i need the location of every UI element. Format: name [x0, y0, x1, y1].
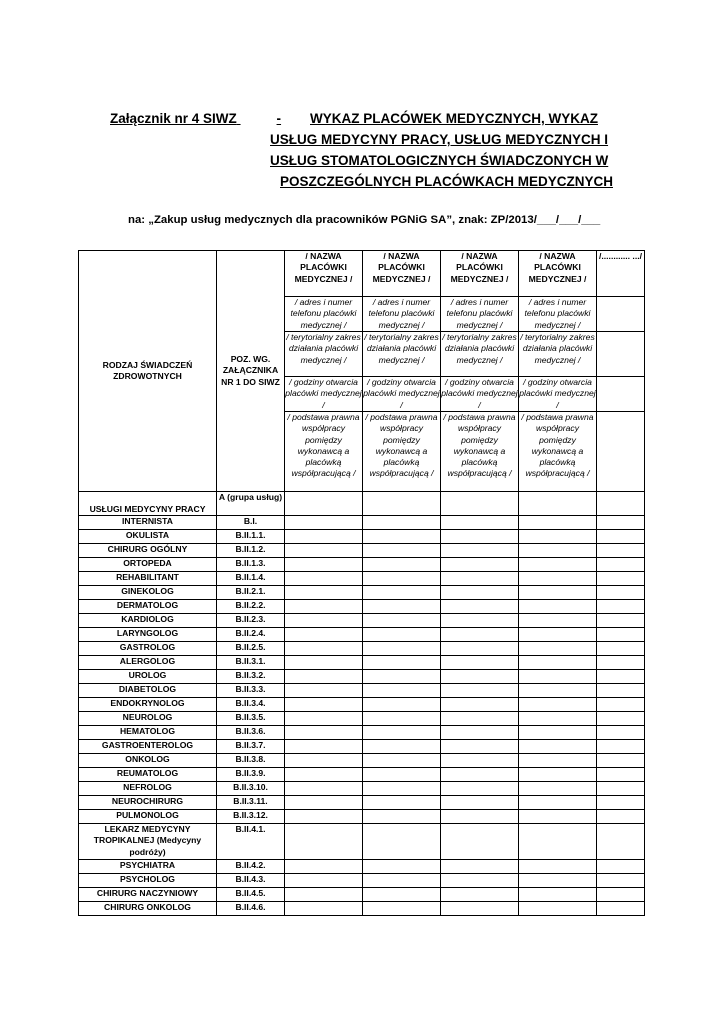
table-row — [79, 698, 645, 712]
empty-cell — [519, 754, 597, 768]
empty-cell — [441, 810, 519, 824]
empty-cell — [285, 712, 363, 726]
table-row — [79, 740, 645, 754]
empty-cell — [519, 558, 597, 572]
table-row — [79, 860, 645, 874]
empty-cell — [597, 642, 645, 656]
service-name: PSYCHIATRA — [79, 860, 217, 874]
empty-cell — [363, 516, 441, 530]
service-name: CHIRURG NACZYNIOWY — [79, 888, 217, 902]
empty-cell — [363, 902, 441, 916]
service-name: GASTROENTEROLOG — [79, 740, 217, 754]
service-name: INTERNISTA — [79, 516, 217, 530]
empty-cell — [441, 544, 519, 558]
table-row — [79, 712, 645, 726]
empty-cell — [285, 684, 363, 698]
empty-cell — [363, 698, 441, 712]
empty-cell — [597, 712, 645, 726]
empty-cell — [519, 824, 597, 860]
col-header-position: POZ. WG. ZAŁĄCZNIKA NR 1 DO SIWZ — [217, 251, 285, 492]
empty-cell — [597, 782, 645, 796]
empty-cell — [597, 377, 645, 412]
facilities-table — [78, 250, 645, 916]
empty-cell — [597, 332, 645, 377]
empty-cell — [597, 492, 645, 516]
service-code: B.II.4.5. — [217, 888, 285, 902]
empty-cell — [363, 740, 441, 754]
service-name: DIABETOLOG — [79, 684, 217, 698]
empty-cell — [441, 888, 519, 902]
empty-cell — [441, 530, 519, 544]
table-row — [79, 824, 645, 860]
empty-cell — [363, 492, 441, 516]
empty-cell — [441, 712, 519, 726]
table-row — [79, 796, 645, 810]
empty-cell — [363, 558, 441, 572]
document-title — [110, 108, 640, 192]
empty-cell — [597, 628, 645, 642]
service-code: B.II.1.3. — [217, 558, 285, 572]
table-row — [79, 902, 645, 916]
legal-basis-cell: / podstawa prawna współpracy pomiędzy wykonawcą a placówką współpracującą / — [363, 412, 441, 492]
service-name: NEFROLOG — [79, 782, 217, 796]
service-code: B.II.3.4. — [217, 698, 285, 712]
empty-cell — [363, 796, 441, 810]
attachment-label: Załącznik nr 4 SIWZ - — [110, 111, 282, 126]
empty-cell — [441, 874, 519, 888]
empty-cell — [519, 586, 597, 600]
service-code: B.II.1.2. — [217, 544, 285, 558]
empty-cell — [285, 572, 363, 586]
empty-cell — [285, 768, 363, 782]
empty-cell — [597, 516, 645, 530]
empty-cell — [285, 544, 363, 558]
table-row — [79, 544, 645, 558]
empty-cell — [363, 544, 441, 558]
empty-cell — [285, 516, 363, 530]
title-line-1: WYKAZ PLACÓWEK MEDYCZNYCH, WYKAZ — [310, 111, 598, 126]
empty-cell — [597, 656, 645, 670]
empty-cell — [519, 810, 597, 824]
empty-cell — [519, 726, 597, 740]
title-line-4: POSZCZEGÓLNYCH PLACÓWKACH MEDYCZNYCH — [280, 174, 613, 189]
empty-cell — [519, 740, 597, 754]
empty-cell — [441, 656, 519, 670]
empty-cell — [597, 412, 645, 492]
table-row — [79, 628, 645, 642]
service-code: B.II.4.1. — [217, 824, 285, 860]
section-title: USŁUGI MEDYCYNY PRACY — [79, 492, 217, 516]
empty-cell — [597, 698, 645, 712]
empty-cell — [519, 888, 597, 902]
empty-cell — [285, 656, 363, 670]
service-name: ONKOLOG — [79, 754, 217, 768]
service-code: B.II.3.1. — [217, 656, 285, 670]
service-name: LARYNGOLOG — [79, 628, 217, 642]
service-name: PULMONOLOG — [79, 810, 217, 824]
service-code: B.II.3.7. — [217, 740, 285, 754]
service-name: ALERGOLOG — [79, 656, 217, 670]
empty-cell — [519, 796, 597, 810]
empty-cell — [519, 628, 597, 642]
empty-cell — [597, 297, 645, 332]
empty-cell — [285, 860, 363, 874]
empty-cell — [285, 558, 363, 572]
empty-cell — [441, 698, 519, 712]
legal-basis-cell: / podstawa prawna współpracy pomiędzy wykonawcą a placówką współpracującą / — [519, 412, 597, 492]
empty-cell — [285, 642, 363, 656]
service-name: KARDIOLOG — [79, 614, 217, 628]
empty-cell — [519, 768, 597, 782]
empty-cell — [597, 810, 645, 824]
empty-cell — [597, 860, 645, 874]
empty-cell — [519, 712, 597, 726]
table-row — [79, 614, 645, 628]
empty-cell — [363, 614, 441, 628]
table-row — [79, 572, 645, 586]
facility-name-header: / NAZWA PLACÓWKI MEDYCZNEJ / — [363, 251, 441, 297]
empty-cell — [363, 586, 441, 600]
service-code: B.II.1.1. — [217, 530, 285, 544]
hours-cell: / godziny otwarcia placówki medycznej / — [519, 377, 596, 410]
empty-cell — [519, 492, 597, 516]
empty-cell — [519, 902, 597, 916]
empty-cell — [519, 544, 597, 558]
service-name: CHIRURG OGÓLNY — [79, 544, 217, 558]
hours-cell: / godziny otwarcia placówki medycznej / — [363, 377, 440, 410]
address-cell: / adres i numer telefonu placówki medycznej / — [363, 297, 441, 332]
empty-cell — [519, 642, 597, 656]
empty-cell — [519, 516, 597, 530]
empty-cell — [597, 586, 645, 600]
empty-cell — [285, 600, 363, 614]
empty-cell — [519, 874, 597, 888]
empty-cell — [597, 796, 645, 810]
empty-cell — [441, 614, 519, 628]
tender-subtitle: na: „Zakup usług medycznych dla pracowników PGNiG SA”, znak: ZP/2013/___/___/___ — [128, 214, 601, 226]
service-name: REHABILITANT — [79, 572, 217, 586]
empty-cell — [285, 698, 363, 712]
empty-cell — [441, 824, 519, 860]
table-row — [79, 726, 645, 740]
empty-cell — [363, 642, 441, 656]
table-row — [79, 684, 645, 698]
service-code: B.II.3.6. — [217, 726, 285, 740]
service-name: GINEKOLOG — [79, 586, 217, 600]
empty-cell — [363, 726, 441, 740]
empty-cell — [363, 628, 441, 642]
empty-cell — [363, 782, 441, 796]
empty-cell — [363, 888, 441, 902]
service-name: UROLOG — [79, 670, 217, 684]
empty-cell — [597, 740, 645, 754]
service-code: B.II.2.1. — [217, 586, 285, 600]
empty-cell — [519, 860, 597, 874]
service-name: CHIRURG ONKOLOG — [79, 902, 217, 916]
empty-cell — [363, 754, 441, 768]
service-name: NEUROLOG — [79, 712, 217, 726]
col-header-service-type: RODZAJ ŚWIADCZEŃ ZDROWOTNYCH — [79, 251, 217, 492]
empty-cell — [441, 586, 519, 600]
service-name: PSYCHOLOG — [79, 874, 217, 888]
table-row — [79, 558, 645, 572]
empty-cell — [519, 530, 597, 544]
service-code: B.II.3.9. — [217, 768, 285, 782]
address-cell: / adres i numer telefonu placówki medycznej / — [441, 297, 519, 332]
empty-cell — [597, 754, 645, 768]
empty-cell — [285, 782, 363, 796]
empty-cell — [363, 530, 441, 544]
empty-cell — [519, 782, 597, 796]
empty-cell — [285, 754, 363, 768]
empty-cell — [597, 572, 645, 586]
service-code: B.II.3.10. — [217, 782, 285, 796]
empty-cell — [441, 600, 519, 614]
empty-cell — [285, 586, 363, 600]
empty-cell — [363, 572, 441, 586]
empty-cell — [285, 902, 363, 916]
service-code: B.II.2.3. — [217, 614, 285, 628]
empty-cell — [519, 600, 597, 614]
address-cell: / adres i numer telefonu placówki medycznej / — [519, 297, 597, 332]
address-cell: / adres i numer telefonu placówki medycznej / — [285, 297, 363, 332]
empty-cell — [285, 726, 363, 740]
empty-cell — [285, 810, 363, 824]
service-code: B.II.2.5. — [217, 642, 285, 656]
empty-cell — [441, 782, 519, 796]
service-name: DERMATOLOG — [79, 600, 217, 614]
empty-cell — [285, 824, 363, 860]
empty-cell — [597, 888, 645, 902]
service-name: GASTROLOG — [79, 642, 217, 656]
empty-cell — [363, 656, 441, 670]
empty-cell — [363, 670, 441, 684]
empty-cell — [363, 824, 441, 860]
service-code: B.II.2.4. — [217, 628, 285, 642]
title-line-2: USŁUG MEDYCYNY PRACY, USŁUG MEDYCZNYCH I — [270, 132, 609, 147]
service-code: B.II.4.2. — [217, 860, 285, 874]
empty-cell — [519, 684, 597, 698]
service-code: B.I. — [217, 516, 285, 530]
table-row — [79, 874, 645, 888]
empty-cell — [285, 614, 363, 628]
facility-name-header: / NAZWA PLACÓWKI MEDYCZNEJ / — [441, 251, 519, 297]
table-row — [79, 586, 645, 600]
empty-cell — [441, 754, 519, 768]
empty-cell — [441, 516, 519, 530]
service-name: NEUROCHIRURG — [79, 796, 217, 810]
legal-basis-cell: / podstawa prawna współpracy pomiędzy wykonawcą a placówką współpracującą / — [441, 412, 519, 492]
service-code: B.II.4.3. — [217, 874, 285, 888]
empty-cell — [363, 874, 441, 888]
empty-cell — [285, 796, 363, 810]
title-line-3: USŁUG STOMATOLOGICZNYCH ŚWIADCZONYCH W — [270, 153, 609, 168]
empty-cell — [285, 740, 363, 754]
facility-name-header: / NAZWA PLACÓWKI MEDYCZNEJ / — [285, 251, 363, 297]
table-row — [79, 888, 645, 902]
table-row — [79, 754, 645, 768]
empty-cell — [441, 558, 519, 572]
empty-cell — [285, 874, 363, 888]
service-code: B.II.3.5. — [217, 712, 285, 726]
hours-cell: / godziny otwarcia placówki medycznej / — [441, 377, 518, 410]
service-code: B.II.3.2. — [217, 670, 285, 684]
empty-cell — [441, 902, 519, 916]
facility-name-header: / NAZWA PLACÓWKI MEDYCZNEJ / — [519, 251, 597, 297]
empty-cell — [285, 888, 363, 902]
empty-cell — [363, 684, 441, 698]
empty-cell — [597, 874, 645, 888]
empty-cell — [597, 670, 645, 684]
table-row — [79, 670, 645, 684]
service-code: B.II.3.12. — [217, 810, 285, 824]
empty-cell — [363, 860, 441, 874]
empty-cell — [519, 656, 597, 670]
empty-cell — [285, 530, 363, 544]
empty-cell — [597, 902, 645, 916]
service-name: REUMATOLOG — [79, 768, 217, 782]
empty-cell — [285, 628, 363, 642]
empty-cell — [441, 642, 519, 656]
service-name: ORTOPEDA — [79, 558, 217, 572]
service-code: B.II.3.11. — [217, 796, 285, 810]
territory-cell: / terytorialny zakres działania placówki medycznej / — [519, 332, 597, 377]
empty-cell — [441, 768, 519, 782]
empty-cell — [441, 628, 519, 642]
empty-cell — [441, 670, 519, 684]
territory-cell: / terytorialny zakres działania placówki medycznej / — [363, 332, 441, 377]
empty-cell — [441, 684, 519, 698]
empty-cell — [441, 492, 519, 516]
territory-cell: / terytorialny zakres działania placówki medycznej / — [441, 332, 519, 377]
empty-cell — [363, 768, 441, 782]
empty-cell — [597, 768, 645, 782]
table-row — [79, 656, 645, 670]
legal-basis-cell: / podstawa prawna współpracy pomiędzy wykonawcą a placówką współpracującą / — [285, 412, 363, 492]
facility-placeholder-header: /............ .../ — [597, 251, 645, 297]
empty-cell — [597, 530, 645, 544]
empty-cell — [441, 860, 519, 874]
table-row — [79, 516, 645, 530]
empty-cell — [597, 558, 645, 572]
table-row — [79, 768, 645, 782]
service-code: B.II.3.3. — [217, 684, 285, 698]
table-row — [79, 782, 645, 796]
table-row — [79, 530, 645, 544]
empty-cell — [441, 796, 519, 810]
empty-cell — [285, 492, 363, 516]
section-code: A (grupa usług) — [217, 492, 285, 516]
empty-cell — [363, 810, 441, 824]
table-row — [79, 642, 645, 656]
service-name: ENDOKRYNOLOG — [79, 698, 217, 712]
service-name: LEKARZ MEDYCYNY TROPIKALNEJ (Medycyny podróży) — [79, 824, 217, 860]
empty-cell — [597, 824, 645, 860]
empty-cell — [597, 684, 645, 698]
section-row — [79, 492, 645, 516]
service-code: B.II.2.2. — [217, 600, 285, 614]
empty-cell — [597, 726, 645, 740]
empty-cell — [441, 726, 519, 740]
service-code: B.II.4.6. — [217, 902, 285, 916]
empty-cell — [441, 740, 519, 754]
empty-cell — [519, 614, 597, 628]
table-row — [79, 810, 645, 824]
empty-cell — [519, 698, 597, 712]
empty-cell — [363, 712, 441, 726]
territory-cell: / terytorialny zakres działania placówki medycznej / — [285, 332, 363, 377]
service-code: B.II.3.8. — [217, 754, 285, 768]
empty-cell — [597, 600, 645, 614]
service-code: B.II.1.4. — [217, 572, 285, 586]
table-row — [79, 600, 645, 614]
empty-cell — [519, 572, 597, 586]
empty-cell — [519, 670, 597, 684]
empty-cell — [285, 670, 363, 684]
service-name: HEMATOLOG — [79, 726, 217, 740]
empty-cell — [441, 572, 519, 586]
empty-cell — [597, 614, 645, 628]
hours-cell: / godziny otwarcia placówki medycznej / — [285, 377, 362, 410]
empty-cell — [363, 600, 441, 614]
empty-cell — [597, 544, 645, 558]
service-name: OKULISTA — [79, 530, 217, 544]
